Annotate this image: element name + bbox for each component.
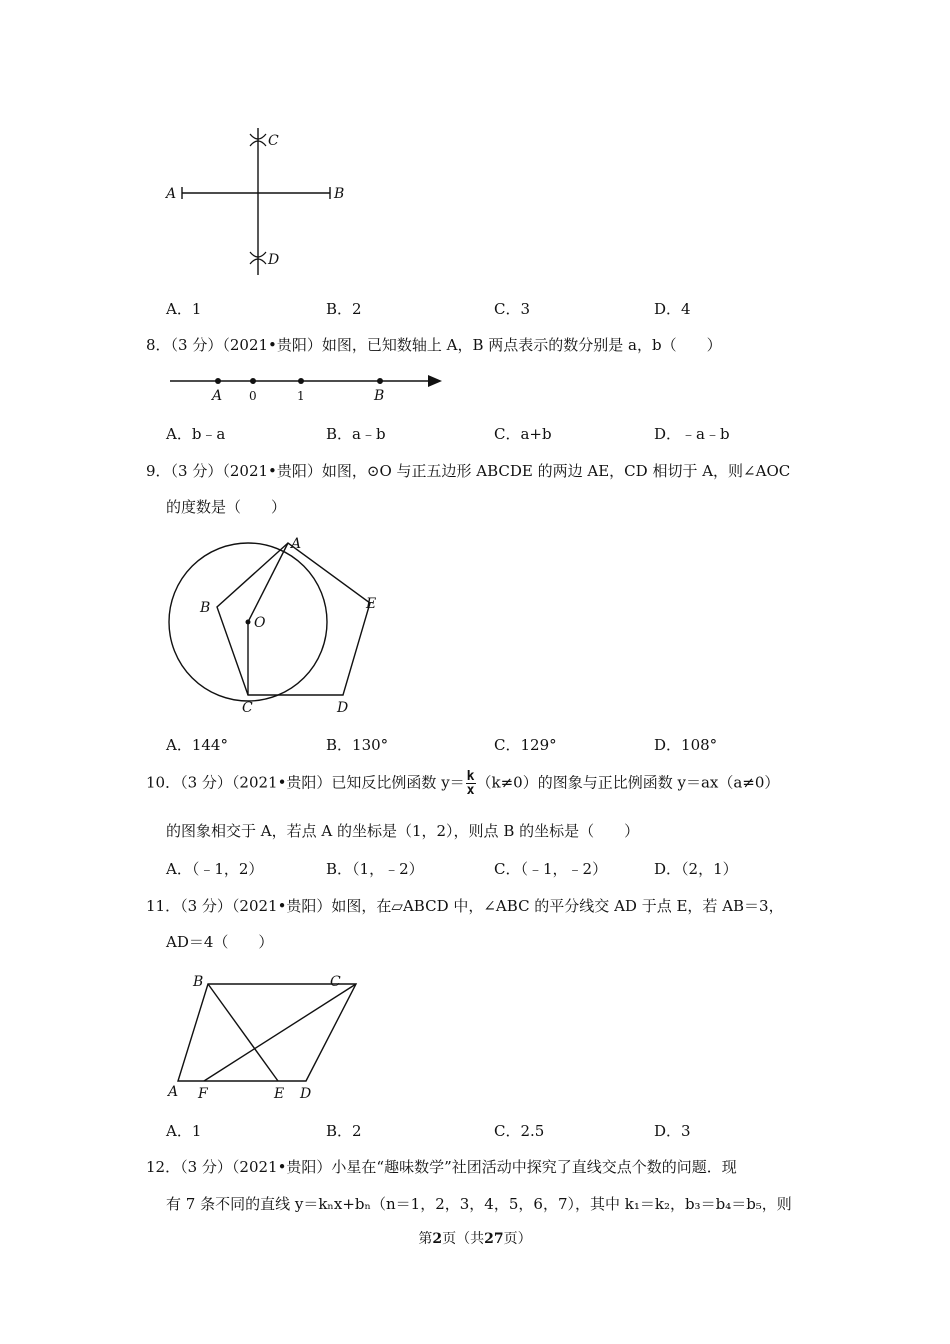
q8-option-c[interactable]: C．a+b xyxy=(494,425,552,443)
axis-arrow xyxy=(428,375,442,387)
point-zero xyxy=(250,378,256,384)
q11-option-a[interactable]: A．1 xyxy=(166,1122,202,1140)
footer-suffix: 页） xyxy=(503,1231,532,1247)
label-d: D xyxy=(300,1086,312,1102)
segment-be xyxy=(208,984,278,1081)
q7-option-a[interactable]: A．1 xyxy=(166,300,202,318)
q8-option-a[interactable]: A．b﹣a xyxy=(166,425,226,443)
q11-stem-line1: 11．（3 分）（2021•贵阳）如图，在▱ABCD 中，∠ABC 的平分线交 AD 于点 E，若 AB＝3， xyxy=(146,897,784,915)
q7-figure xyxy=(160,120,360,285)
q11-figure xyxy=(160,968,360,1108)
label-a: A xyxy=(166,186,177,202)
q7-option-c[interactable]: C．3 xyxy=(494,300,531,318)
q8-stem: 8．（3 分）（2021•贵阳）如图，已知数轴上 A，B 两点表示的数分别是 a，b（ ） xyxy=(146,336,722,354)
label-a: A xyxy=(291,536,302,552)
label-e: E xyxy=(366,596,377,612)
q12-stem-line2: 有 7 条不同的直线 y＝kₙx+bₙ（n＝1，2，3，4，5，6，7），其中 k₁＝k₂，b₃＝b₄＝b₅，则 xyxy=(166,1195,792,1213)
q8-option-d[interactable]: D．﹣a﹣b xyxy=(654,425,730,443)
label-c: C xyxy=(330,974,341,990)
point-b xyxy=(377,378,383,384)
q10-stem-part2: （k≠0）的图象与正比例函数 y＝ax（a≠0） xyxy=(476,773,780,792)
footer-total-pages: 27 xyxy=(484,1231,504,1247)
fraction-k-over-x xyxy=(466,770,476,797)
fraction-numerator: k xyxy=(466,769,475,784)
footer-prefix: 第 xyxy=(418,1231,433,1247)
label-d: D xyxy=(337,700,349,716)
label-o: O xyxy=(254,615,266,631)
q11-option-b[interactable]: B．2 xyxy=(326,1122,362,1140)
q9-option-a[interactable]: A．144° xyxy=(166,736,228,754)
q7-option-b[interactable]: B．2 xyxy=(326,300,362,318)
label-b: B xyxy=(334,186,345,202)
q10-option-a[interactable]: A．（﹣1，2） xyxy=(166,860,264,878)
q11-option-d[interactable]: D．3 xyxy=(654,1122,691,1140)
point-a xyxy=(215,378,221,384)
fraction-denominator: x xyxy=(466,783,475,798)
label-d: D xyxy=(268,252,280,268)
pentagon-abcde xyxy=(217,543,370,695)
label-b: B xyxy=(200,600,211,616)
q10-stem-line2: 的图象相交于 A，若点 A 的坐标是（1，2），则点 B 的坐标是（ ） xyxy=(166,822,640,840)
q8-number-line xyxy=(166,370,451,406)
q9-option-d[interactable]: D．108° xyxy=(654,736,718,754)
q11-option-c[interactable]: C．2.5 xyxy=(494,1122,545,1140)
label-a: A xyxy=(212,388,223,404)
footer-page-number: 2 xyxy=(432,1231,443,1247)
q9-option-c[interactable]: C．129° xyxy=(494,736,557,754)
label-zero: 0 xyxy=(249,389,257,403)
q9-stem-line2: 的度数是（ ） xyxy=(166,498,287,516)
center-point xyxy=(246,620,251,625)
label-c: C xyxy=(242,700,253,716)
q12-stem-line1: 12．（3 分）（2021•贵阳）小星在“趣味数学”社团活动中探究了直线交点个数的问题．现 xyxy=(146,1158,737,1176)
label-b: B xyxy=(374,388,385,404)
page-footer xyxy=(0,1228,950,1248)
label-b: B xyxy=(193,974,204,990)
q8-option-b[interactable]: B．a﹣b xyxy=(326,425,386,443)
q9-figure xyxy=(160,530,390,720)
q9-option-b[interactable]: B．130° xyxy=(326,736,389,754)
label-f: F xyxy=(198,1086,208,1102)
q10-option-c[interactable]: C．（﹣1，﹣2） xyxy=(494,860,608,878)
q10-stem-line1 xyxy=(146,770,779,797)
q10-stem-part1: 10．（3 分）（2021•贵阳）已知反比例函数 y＝ xyxy=(146,773,465,792)
footer-middle: 页（共 xyxy=(442,1231,485,1247)
label-a: A xyxy=(168,1084,179,1100)
q9-stem-line1: 9．（3 分）（2021•贵阳）如图，⊙O 与正五边形 ABCDE 的两边 AE，CD 相切于 A，则∠AOC xyxy=(146,462,791,480)
label-one: 1 xyxy=(297,389,305,403)
point-one xyxy=(298,378,304,384)
segment-cf xyxy=(204,984,356,1081)
label-c: C xyxy=(268,133,279,149)
label-e: E xyxy=(274,1086,285,1102)
q7-option-d[interactable]: D．4 xyxy=(654,300,691,318)
q10-option-d[interactable]: D．（2，1） xyxy=(654,860,738,878)
q11-stem-line2: AD＝4（ ） xyxy=(166,933,274,951)
q10-option-b[interactable]: B．（1，﹣2） xyxy=(326,860,424,878)
segment-oa xyxy=(248,543,288,622)
